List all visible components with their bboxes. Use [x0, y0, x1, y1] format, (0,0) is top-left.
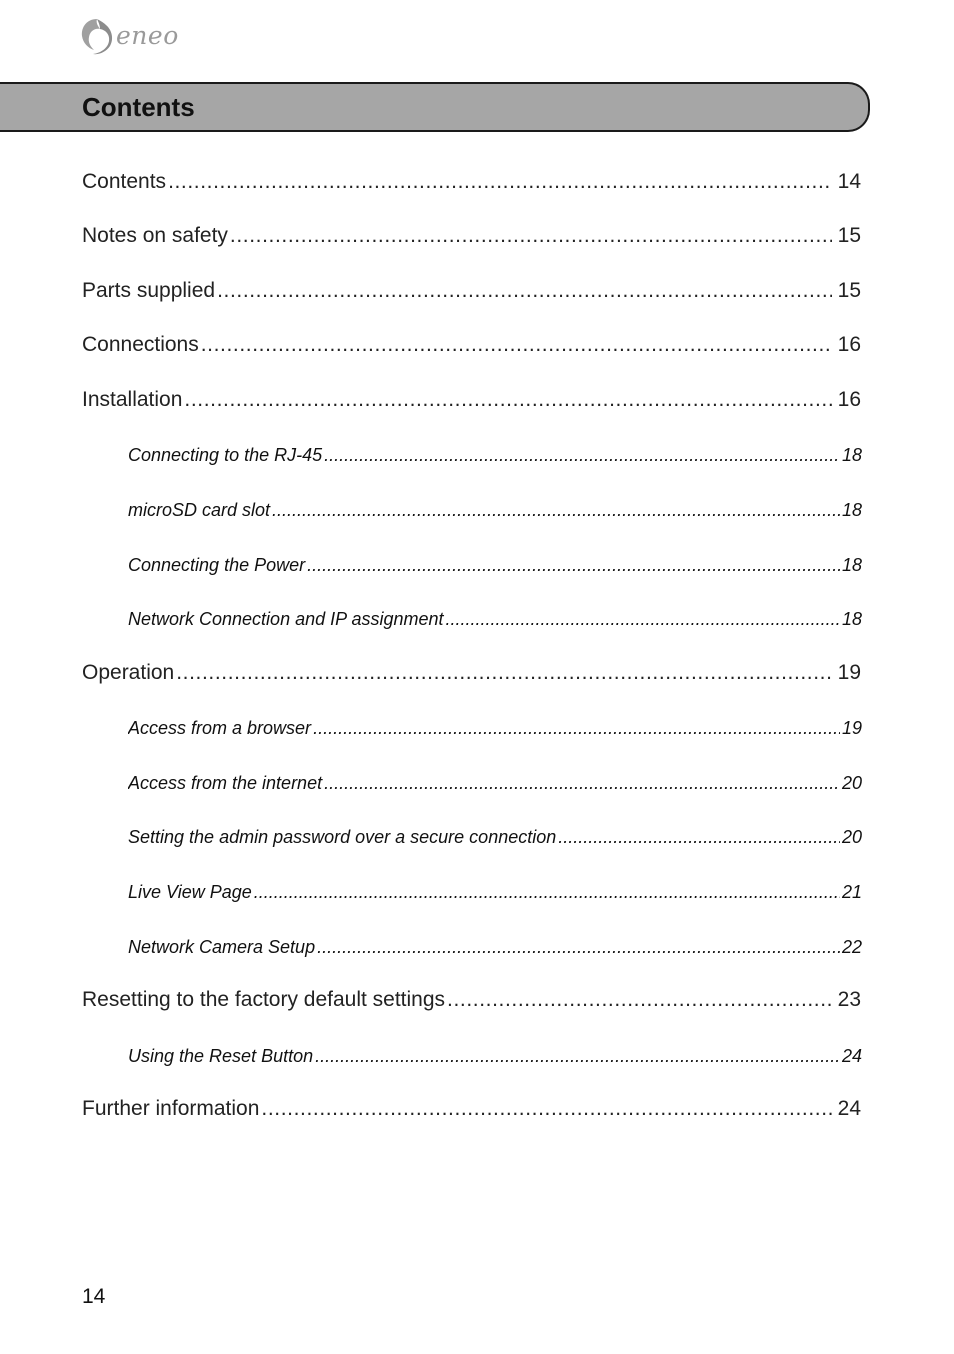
toc-leader-dots	[272, 500, 840, 521]
toc-entry-page: 16	[837, 388, 861, 411]
toc-leader-dots	[313, 718, 840, 739]
toc-subentry[interactable]	[128, 500, 862, 521]
toc-entry-page: 20	[841, 773, 862, 793]
toc-entry-page: 18	[841, 445, 862, 465]
toc-leader-dots	[254, 882, 840, 903]
toc-leader-dots	[184, 388, 831, 412]
toc-leader-dots	[558, 827, 840, 848]
toc-leader-dots	[324, 445, 840, 466]
toc-entry[interactable]	[82, 661, 861, 685]
toc-entry-page: 23	[837, 988, 861, 1011]
toc-entry-page: 21	[841, 882, 862, 902]
toc-entry[interactable]	[82, 388, 861, 412]
toc-entry-page: 20	[841, 827, 862, 847]
toc-entry[interactable]	[82, 279, 861, 303]
toc-entry-label: Connecting to the RJ-45	[128, 445, 323, 465]
toc-entry-page: 24	[837, 1097, 861, 1120]
brand-wordmark: eneo	[116, 20, 179, 50]
toc-entry-label: Access from a browser	[128, 718, 312, 738]
toc-entry-page: 15	[837, 224, 861, 247]
toc-leader-dots	[324, 773, 840, 794]
toc-entry[interactable]	[82, 988, 861, 1012]
toc-entry-page: 24	[841, 1046, 862, 1066]
page-title: Contents	[82, 92, 195, 122]
toc-entry-label: Parts supplied	[82, 279, 216, 302]
toc-entry[interactable]	[82, 170, 861, 194]
toc-entry-page: 15	[837, 279, 861, 302]
toc-entry[interactable]	[82, 333, 861, 357]
toc-subentry[interactable]	[128, 827, 862, 848]
toc-leader-dots	[446, 609, 840, 630]
toc-leader-dots	[201, 333, 832, 357]
toc-entry-page: 18	[841, 555, 862, 575]
toc-subentry[interactable]	[128, 882, 862, 903]
toc-entry-label: Operation	[82, 661, 175, 684]
toc-entry-label: Further information	[82, 1097, 260, 1120]
toc-leader-dots	[261, 1097, 831, 1121]
toc-entry-label: Network Camera Setup	[128, 937, 316, 957]
toc-entry-label: Setting the admin password over a secure connection	[128, 827, 557, 847]
toc-entry-label: microSD card slot	[128, 500, 271, 520]
toc-entry-label: Connecting the Power	[128, 555, 306, 575]
toc-leader-dots	[217, 279, 832, 303]
toc-subentry[interactable]	[128, 937, 862, 958]
toc-entry[interactable]	[82, 1097, 861, 1121]
brand-logo	[80, 16, 179, 58]
toc-entry[interactable]	[82, 224, 861, 248]
toc-entry-page: 14	[837, 170, 861, 193]
toc-entry-label: Live View Page	[128, 882, 252, 902]
toc-leader-dots	[317, 937, 840, 958]
toc-subentry[interactable]	[128, 1046, 862, 1067]
toc-entry-page: 18	[841, 500, 862, 520]
toc-subentry[interactable]	[128, 609, 862, 630]
toc-entry-page: 18	[841, 609, 862, 629]
toc-leader-dots	[176, 661, 831, 685]
toc-entry-label: Installation	[82, 388, 183, 411]
toc-subentry[interactable]	[128, 773, 862, 794]
toc-leader-dots	[315, 1046, 840, 1067]
toc-subentry[interactable]	[128, 718, 862, 739]
page-number: 14	[82, 1285, 106, 1308]
eneo-swirl-logo-icon	[80, 17, 114, 57]
toc-entry-label: Access from the internet	[128, 773, 323, 793]
toc-entry-page: 19	[837, 661, 861, 684]
toc-entry-label: Contents	[82, 170, 167, 193]
toc-entry-label: Using the Reset Button	[128, 1046, 314, 1066]
toc-entry-page: 19	[841, 718, 862, 738]
toc-leader-dots	[230, 224, 832, 248]
toc-leader-dots	[168, 170, 832, 194]
toc-entry-label: Resetting to the factory default settings	[82, 988, 446, 1011]
toc-leader-dots	[447, 988, 832, 1012]
toc-leader-dots	[307, 555, 840, 576]
toc-entry-label: Connections	[82, 333, 199, 356]
toc-entry-label: Notes on safety	[82, 224, 228, 247]
toc-entry-page: 16	[837, 333, 861, 356]
toc-subentry[interactable]	[128, 555, 862, 576]
toc-subentry[interactable]	[128, 445, 862, 466]
toc-entry-page: 22	[841, 937, 862, 957]
toc-entry-label: Network Connection and IP assignment	[128, 609, 444, 629]
